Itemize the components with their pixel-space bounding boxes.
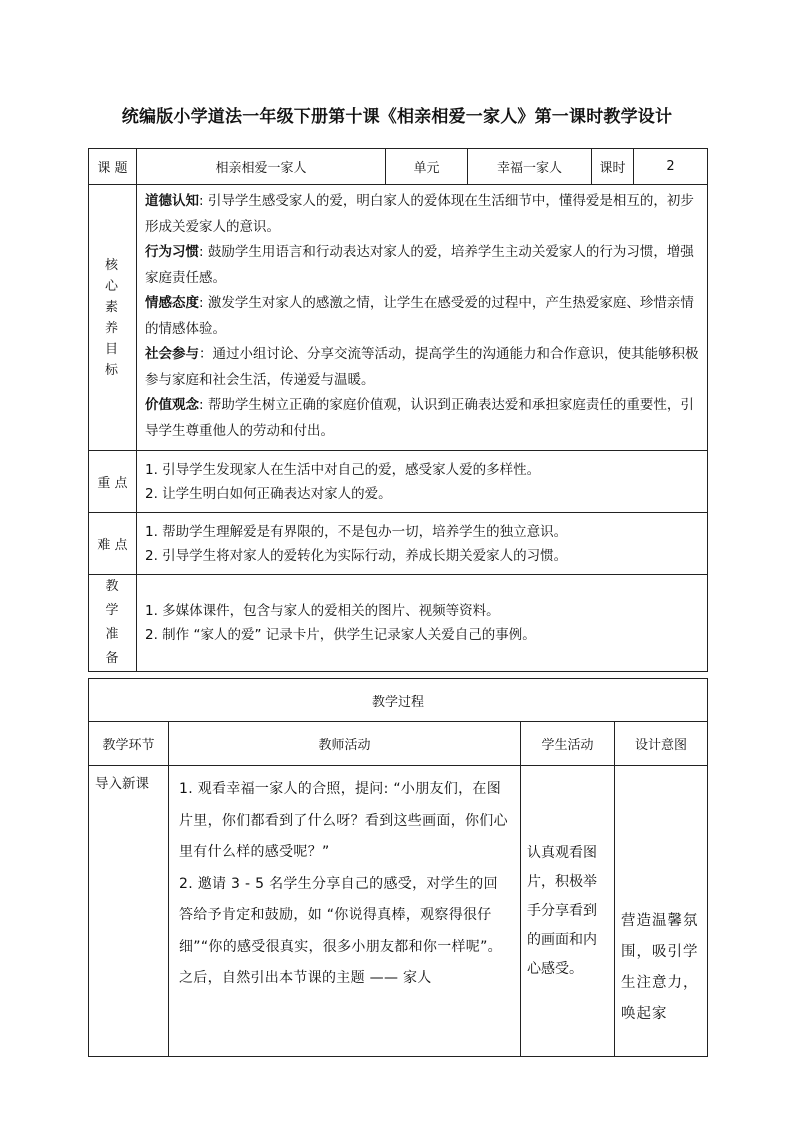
student-activity: 认真观看图片，积极举手分享看到的画面和内心感受。: [521, 766, 615, 1057]
core-goal-item: 社会参与：通过小组讨论、分享交流等活动，提高学生的沟通能力和合作意识，使其能够积极参与家庭和社会生活，传递爱与温暖。: [145, 346, 699, 388]
preparation-label: 教 学 准 备: [89, 575, 137, 672]
stage-cell: 导入新课: [89, 766, 169, 1057]
teacher-activity: [169, 766, 521, 1057]
key-points-label: 重 点: [89, 451, 137, 513]
preparation-item: 2. 制作 “家人的爱” 记录卡片，供学生记录家人关爱自己的事例。: [145, 627, 536, 643]
difficult-points-label: 难 点: [89, 513, 137, 575]
teaching-process-table: [88, 678, 708, 1057]
hours-value: 2: [634, 149, 708, 185]
column-header-student: 学生活动: [521, 722, 615, 766]
core-goal-item: 价值观念: 帮助学生树立正确的家庭价值观，认识到正确表达爱和承担家庭责任的重要性，引导学生尊重他人的劳动和付出。: [145, 397, 694, 439]
difficult-point-item: 2. 引导学生将对家人的爱转化为实际行动，养成长期关爱家人的习惯。: [145, 547, 568, 564]
core-label: 核 心 素 养 目 标: [89, 185, 137, 451]
key-point-item: 1. 引导学生发现家人在生活中对自己的爱，感受家人爱的多样性。: [145, 461, 541, 478]
core-goal-item: 道德认知: 引导学生感受家人的爱，明白家人的爱体现在生活细节中，懂得爱是相互的，初步形成关爱家人的意识。: [145, 193, 694, 235]
lesson-info-table: [88, 148, 708, 672]
preparation: [137, 575, 708, 672]
hours-label: 课时: [592, 149, 634, 185]
process-title: 教学过程: [89, 679, 708, 722]
design-intent: 营造温馨氛围，吸引学生注意力，唤起家: [615, 766, 708, 1057]
column-header-stage: 教学环节: [89, 722, 169, 766]
difficult-points: [137, 513, 708, 575]
teacher-step: 2. 邀请 3 - 5 名学生分享自己的感受，对学生的回答给予肯定和鼓励，如 “你说得真棒，观察得很仔细”“你的感受很真实，很多小朋友都和你一样呢”。之后，自然引出本节课的主题 —— 家人: [179, 875, 502, 986]
core-goals: [137, 185, 708, 451]
core-goal-item: 行为习惯: 鼓励学生用语言和行动表达对家人的爱，培养学生主动关爱家人的行为习惯，增强家庭责任感。: [145, 244, 694, 286]
teacher-step: 1. 观看幸福一家人的合照，提问: “小朋友们，在图片里，你们都看到了什么呀？看到这些画面，你们心里有什么样的感受呢？”: [179, 781, 508, 860]
core-goal-item: 情感态度: 激发学生对家人的感激之情，让学生在感受爱的过程中，产生热爱家庭、珍惜亲情的情感体验。: [145, 295, 694, 337]
column-header-teacher: 教师活动: [169, 722, 521, 766]
lesson-label: 课 题: [89, 149, 137, 185]
lesson-value: 相亲相爱一家人: [137, 149, 386, 185]
key-points: [137, 451, 708, 513]
document-title: 统编版小学道法一年级下册第十课《相亲相爱一家人》第一课时教学设计: [121, 107, 673, 127]
column-header-intent: 设计意图: [615, 722, 708, 766]
preparation-item: 1. 多媒体课件，包含与家人的爱相关的图片、视频等资料。: [145, 603, 500, 619]
unit-value: 幸福一家人: [468, 149, 592, 185]
key-point-item: 2. 让学生明白如何正确表达对家人的爱。: [145, 485, 392, 502]
unit-label: 单元: [386, 149, 468, 185]
difficult-point-item: 1. 帮助学生理解爱是有界限的，不是包办一切，培养学生的独立意识。: [145, 523, 568, 540]
